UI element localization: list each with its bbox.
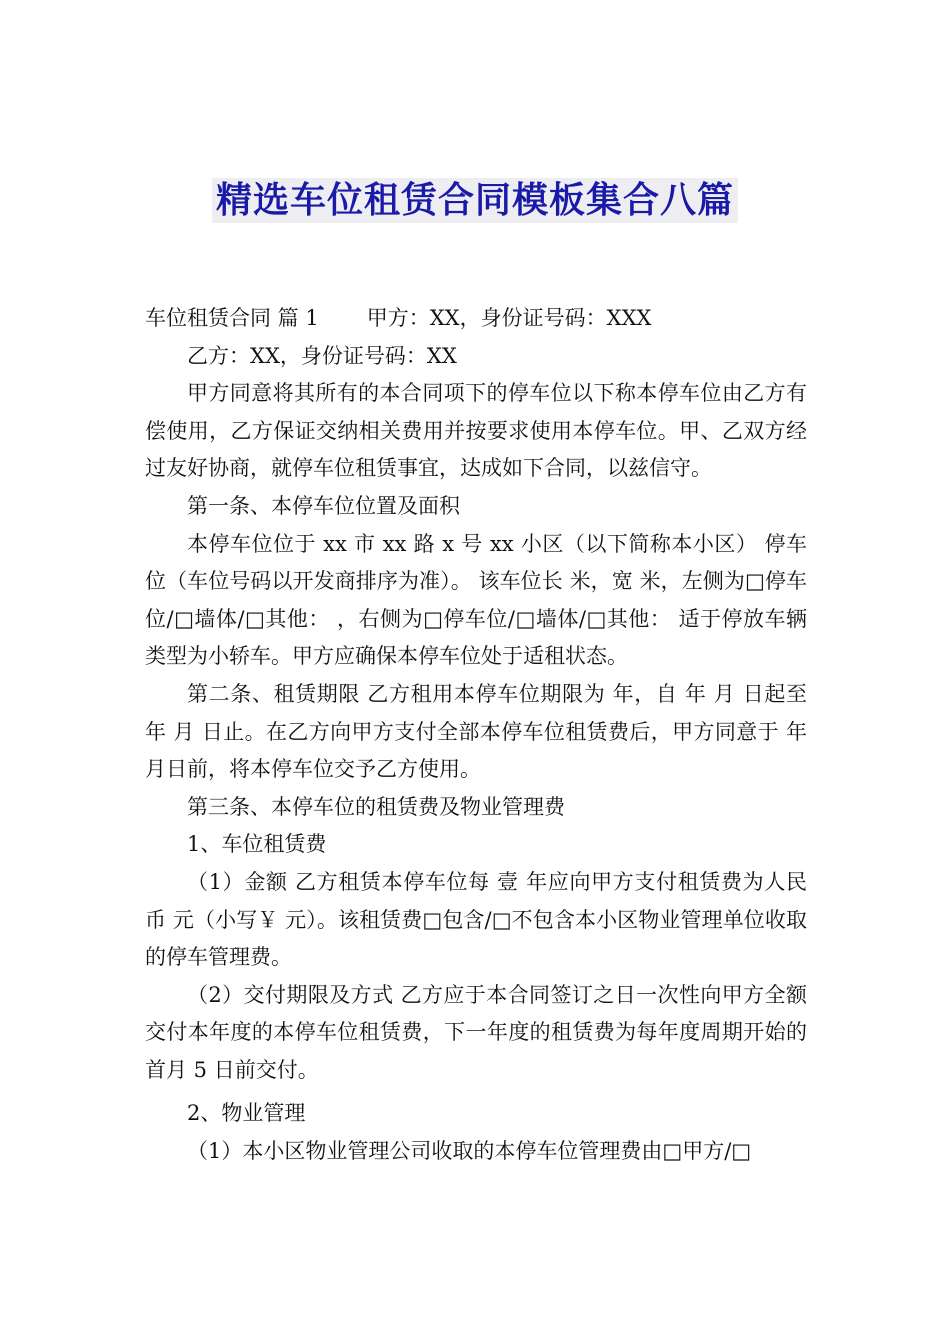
document-title (0, 172, 950, 223)
paragraph: （1）本小区物业管理公司收取的本停车位管理费由□甲方/□ (187, 1139, 752, 1164)
document-body (145, 300, 807, 1171)
contract-header-line (145, 300, 807, 338)
section-heading: 第三条、本停车位的租赁费及物业管理费 (187, 794, 565, 819)
document-title-text: 精选车位租赁合同模板集合八篇 (212, 178, 738, 223)
contract-header-label: 车位租赁合同 篇 1 (145, 306, 319, 330)
party-a-line: 甲方：XX，身份证号码：XXX (366, 306, 652, 330)
paragraph: 第二条、租赁期限 乙方租用本停车位期限为 年，自 年 月 日起至 年 月 日止。在乙方向甲方支付全部本停车位租赁费后，甲方同意于 年 月日前，将本停车位交予乙方使用。 (145, 681, 807, 782)
paragraph: （2）交付期限及方式 乙方应于本合同签订之日一次性向甲方全额交付本年度的本停车位租赁费，下一年度的租赁费为每年度周期开始的首月 5 日前交付。 (145, 982, 807, 1082)
paragraph: 甲方同意将其所有的本合同项下的停车位以下称本停车位由乙方有偿使用，乙方保证交纳相关费用并按要求使用本停车位。甲、乙双方经过友好协商，就停车位租赁事宜，达成如下合同，以兹信守。 (145, 381, 807, 481)
section-heading: 第一条、本停车位位置及面积 (187, 493, 460, 518)
paragraph: （1）金额 乙方租赁本停车位每 壹 年应向甲方支付租赁费为人民币 元（小写￥ 元）。该租赁费□包含/□不包含本小区物业管理单位收取的停车管理费。 (145, 869, 807, 970)
subsection-heading: 1、车位租赁费 (187, 832, 327, 857)
paragraph: 乙方：XX，身份证号码：XX (187, 343, 457, 368)
paragraph: 本停车位位于 xx 市 xx 路 x 号 xx 小区（以下简称本小区） 停车位（车位号码以开发商排序为准）。 该车位长 米，宽 米，左侧为□停车位/□墙体/□其他： ，右侧为□停车位/□墙体/□其他： 适于停放车辆类型为小轿车。甲方应确保本停车位处于适租状态。 (145, 531, 807, 669)
subsection-heading: 2、物业管理 (187, 1101, 306, 1126)
